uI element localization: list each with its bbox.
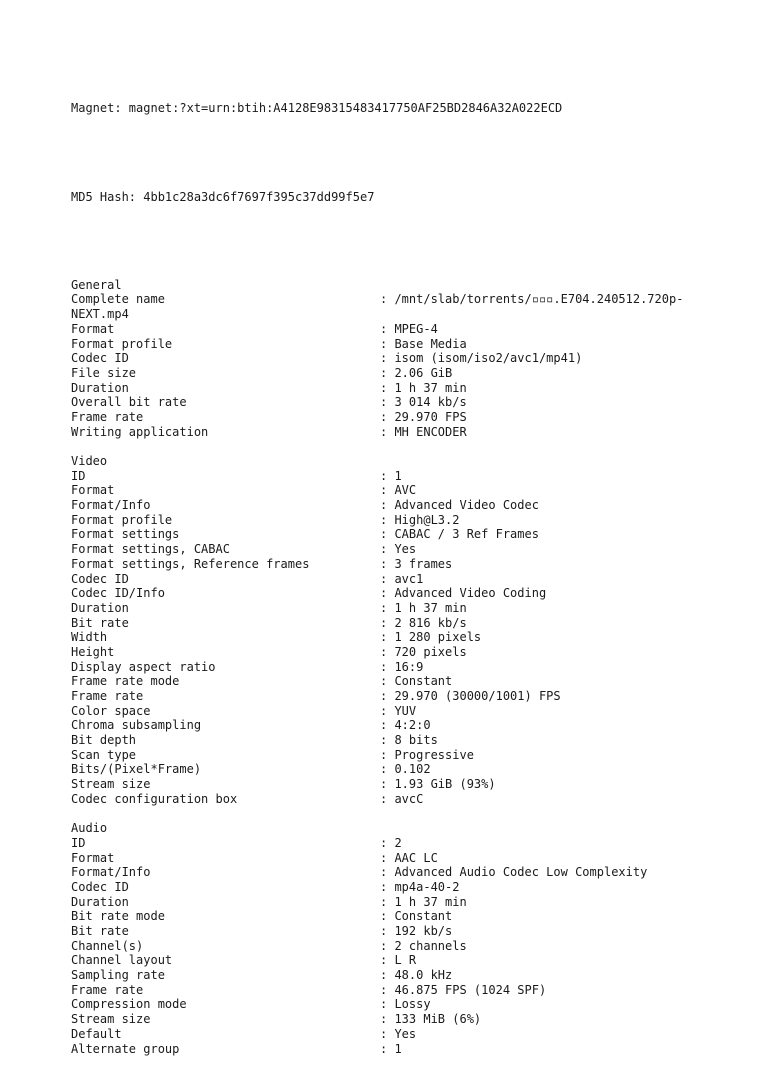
- info-value: : /mnt/slab/torrents/▫▫▫.E704.240512.720p-: [380, 292, 684, 307]
- info-row: [71, 718, 731, 733]
- info-row: [71, 792, 731, 807]
- info-value: : 29.970 (30000/1001) FPS: [380, 689, 561, 704]
- info-key: Format profile: [71, 336, 173, 351]
- spacer: [71, 439, 731, 454]
- info-row: [71, 586, 731, 601]
- info-key: Duration: [71, 894, 129, 909]
- section-general: [71, 278, 731, 454]
- info-value: : 29.970 FPS: [380, 409, 467, 424]
- info-value: : 2.06 GiB: [380, 365, 453, 380]
- info-key: Display aspect ratio: [71, 659, 216, 674]
- info-row: [71, 1027, 731, 1042]
- info-row: [71, 410, 731, 425]
- info-row: [71, 1012, 731, 1027]
- info-key: ID: [71, 835, 86, 850]
- section-video: [71, 454, 731, 821]
- info-row: [71, 527, 731, 542]
- info-key: Frame rate: [71, 409, 144, 424]
- info-row: [71, 483, 731, 498]
- info-key: Format/Info: [71, 865, 151, 880]
- info-key: Bit rate: [71, 924, 129, 939]
- info-row: [71, 572, 731, 587]
- info-value: : Constant: [380, 674, 453, 689]
- info-key: Channel(s): [71, 938, 144, 953]
- info-key: Format: [71, 483, 115, 498]
- info-key: Bit rate mode: [71, 909, 165, 924]
- info-key: Format: [71, 850, 115, 865]
- info-row: [71, 557, 731, 572]
- info-key: Codec ID: [71, 571, 129, 586]
- info-value: : 46.875 FPS (1024 SPF): [380, 982, 547, 997]
- info-value: : 133 MiB (6%): [380, 1012, 482, 1027]
- info-row: [71, 381, 731, 396]
- info-row: [71, 322, 731, 337]
- info-value: : 48.0 kHz: [380, 968, 453, 983]
- info-key: Format/Info: [71, 498, 151, 513]
- info-row: [71, 689, 731, 704]
- info-row: [71, 337, 731, 352]
- info-value: : 3 014 kb/s: [380, 395, 467, 410]
- info-value: : 1 280 pixels: [380, 630, 482, 645]
- info-value: : 2 816 kb/s: [380, 615, 467, 630]
- info-sections: [71, 278, 731, 1056]
- info-row: [71, 777, 731, 792]
- info-value: : MH ENCODER: [380, 424, 467, 439]
- info-key: Sampling rate: [71, 968, 165, 983]
- info-key: Codec ID: [71, 351, 129, 366]
- info-row: [71, 924, 731, 939]
- info-key: Bit depth: [71, 733, 137, 748]
- info-row: [71, 425, 731, 440]
- info-value: : Advanced Video Coding: [380, 586, 547, 601]
- info-key: Stream size: [71, 777, 151, 792]
- info-row: [71, 748, 731, 763]
- info-value: : 16:9: [380, 659, 424, 674]
- info-value: : 1: [380, 468, 402, 483]
- spacer: [71, 146, 731, 161]
- info-row: [71, 997, 731, 1012]
- info-row: [71, 953, 731, 968]
- info-key: Duration: [71, 380, 129, 395]
- info-key: ID: [71, 468, 86, 483]
- info-row: [71, 660, 731, 675]
- info-row: [71, 983, 731, 998]
- info-key: Codec configuration box: [71, 791, 238, 806]
- info-key: Complete name: [71, 292, 165, 307]
- info-row: [71, 968, 731, 983]
- info-row: [71, 1042, 731, 1057]
- info-value: : Progressive: [380, 747, 474, 762]
- info-key: Frame rate: [71, 689, 144, 704]
- info-row: [71, 542, 731, 557]
- info-value: : 2 channels: [380, 938, 467, 953]
- info-key: Alternate group: [71, 1041, 180, 1056]
- info-row: [71, 601, 731, 616]
- info-key: Color space: [71, 703, 151, 718]
- info-row: [71, 909, 731, 924]
- info-value: : 4:2:0: [380, 718, 431, 733]
- info-value: : High@L3.2: [380, 512, 460, 527]
- info-row: [71, 851, 731, 866]
- info-value: : 1.93 GiB (93%): [380, 777, 496, 792]
- info-value: : 192 kb/s: [380, 924, 453, 939]
- section-title: Video: [71, 454, 108, 469]
- info-key: Frame rate mode: [71, 674, 180, 689]
- info-row: [71, 351, 731, 366]
- info-row: [71, 469, 731, 484]
- info-value: : avc1: [380, 571, 424, 586]
- info-key: Default: [71, 1026, 122, 1041]
- info-key: Chroma subsampling: [71, 718, 202, 733]
- spacer: [71, 807, 731, 822]
- info-row: [71, 762, 731, 777]
- info-value: : Advanced Audio Codec Low Complexity: [380, 865, 648, 880]
- info-key: Frame rate: [71, 982, 144, 997]
- info-row: [71, 292, 731, 307]
- info-value: : 2: [380, 835, 402, 850]
- info-value-continuation: NEXT.mp4: [71, 307, 129, 322]
- info-row: [71, 939, 731, 954]
- info-key: Scan type: [71, 747, 137, 762]
- info-value: : 8 bits: [380, 733, 438, 748]
- info-value: : Constant: [380, 909, 453, 924]
- info-key: Codec ID/Info: [71, 586, 165, 601]
- info-value: : 1 h 37 min: [380, 894, 467, 909]
- info-key: Bits/(Pixel*Frame): [71, 762, 202, 777]
- info-value: : 1 h 37 min: [380, 380, 467, 395]
- info-key: File size: [71, 365, 137, 380]
- info-key: Duration: [71, 600, 129, 615]
- info-key: Format settings, Reference frames: [71, 556, 310, 571]
- section-title: Audio: [71, 821, 108, 836]
- info-value: : AVC: [380, 483, 417, 498]
- info-value: : YUV: [380, 703, 417, 718]
- info-key: Format settings, CABAC: [71, 542, 230, 557]
- info-row: [71, 498, 731, 513]
- info-row: [71, 836, 731, 851]
- info-row: [71, 895, 731, 910]
- info-key: Format profile: [71, 512, 173, 527]
- section-audio: [71, 821, 731, 1056]
- info-value: : L R: [380, 953, 417, 968]
- info-value: : Lossy: [380, 997, 431, 1012]
- info-row: [71, 865, 731, 880]
- info-key: Channel layout: [71, 953, 173, 968]
- info-key: Width: [71, 630, 108, 645]
- info-value: : avcC: [380, 791, 424, 806]
- info-value: : Yes: [380, 1026, 417, 1041]
- mediainfo-document: [71, 72, 731, 1071]
- info-row: [71, 630, 731, 645]
- info-value: : Yes: [380, 542, 417, 557]
- info-value: : 0.102: [380, 762, 431, 777]
- info-key: Overall bit rate: [71, 395, 187, 410]
- info-key: Bit rate: [71, 615, 129, 630]
- info-row: [71, 733, 731, 748]
- info-key: Codec ID: [71, 879, 129, 894]
- info-row: [71, 395, 731, 410]
- info-row: [71, 645, 731, 660]
- info-row: [71, 674, 731, 689]
- info-value: : AAC LC: [380, 850, 438, 865]
- md5-line: MD5 Hash: 4bb1c28a3dc6f7697f395c37dd99f5e7: [71, 189, 375, 204]
- info-value: : Advanced Video Codec: [380, 498, 539, 513]
- info-row: [71, 513, 731, 528]
- info-row: [71, 880, 731, 895]
- section-title: General: [71, 277, 122, 292]
- info-value: : 1: [380, 1041, 402, 1056]
- info-value: : 1 h 37 min: [380, 600, 467, 615]
- info-value: : Base Media: [380, 336, 467, 351]
- magnet-line: Magnet: magnet:?xt=urn:btih:A4128E98315483417750AF25BD2846A32A022ECD: [71, 101, 563, 116]
- spacer: [71, 234, 731, 249]
- info-key: Height: [71, 644, 115, 659]
- info-value: : isom (isom/iso2/avc1/mp41): [380, 351, 583, 366]
- info-key: Writing application: [71, 424, 209, 439]
- info-key: Compression mode: [71, 997, 187, 1012]
- info-value: : mp4a-40-2: [380, 879, 460, 894]
- info-row: [71, 704, 731, 719]
- info-row: [71, 616, 731, 631]
- info-key: Format: [71, 321, 115, 336]
- info-key: Format settings: [71, 527, 180, 542]
- info-value: : CABAC / 3 Ref Frames: [380, 527, 539, 542]
- info-row: [71, 366, 731, 381]
- info-key: Stream size: [71, 1012, 151, 1027]
- info-value: : MPEG-4: [380, 321, 438, 336]
- info-value: : 720 pixels: [380, 644, 467, 659]
- info-value: : 3 frames: [380, 556, 453, 571]
